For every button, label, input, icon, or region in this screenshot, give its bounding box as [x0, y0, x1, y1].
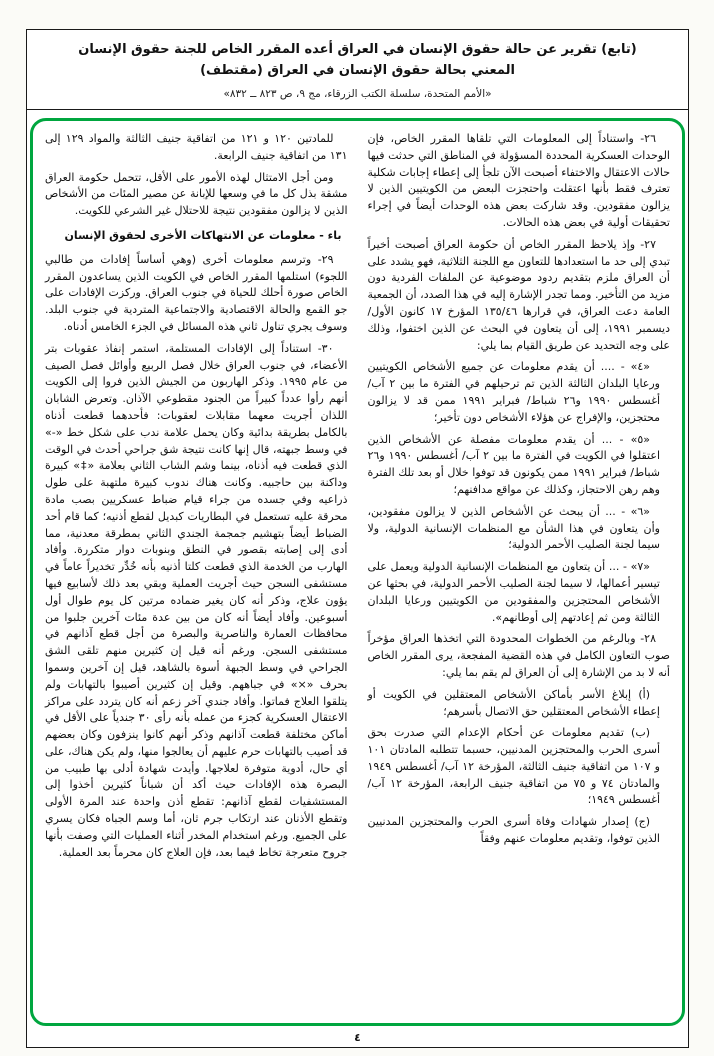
page-number: ٤ — [354, 1031, 361, 1044]
list-item-jim: (ج) إصدار شهادات وفاة أسرى الحرب والمحتجزين المدنيين الذين توفوا، وتقديم معلومات عنهم وفقاً — [367, 815, 660, 846]
quoted-item-6: «٦» - ... أن يبحث عن الأشخاص الذين لا يزالون مفقودين، وأن يتعاون في هذا الشأن مع المنظمات الإنسانية الدولية، ولا سيما لجنة الصليب الأحمر الدولية؛ — [367, 504, 660, 552]
paragraph-26: ٢٦- واستناداً إلى المعلومات التي تلقاها المقرر الخاص، فإن الوحدات العسكرية المحددة المسؤولة في المناطق التي حدثت فيها حالات الاعتقال والاختفاء أصبحت الآن تلجأ إلى إعطاء إجابات شكلية تعترف فقط بأنها اعتقلت واحتجزت البعض من الكويتيين الذين لا يزالون مفقودين. وقد شاركت بعض هذه الوحدات أيضاً في إجراء تحقيقات أولية في بعض هذه الحالات. — [367, 132, 670, 229]
page-frame — [26, 29, 689, 1048]
paragraph-compliance: ومن أجل الامتثال لهذه الأمور على الأقل، تتحمل حكومة العراق مشقة بذل كل ما في وسعها للإبانة عن مصير المئات من الأشخاص الذين لا يزالون مفقودين نتيجة للاحتلال غير الشرعي للكويت. — [45, 170, 348, 218]
paragraph-30: ٣٠- استناداً إلى الإفادات المستلمة، استمر إنفاذ عقوبات بتر الأعضاء، في جنوب العراق خلال فصل الربيع وأوائل فصل الصيف من عام ١٩٩٥. وذكر الهاربون من الجيش الذين فروا إلى الكويت أنهم رأوا عدداً كبيراً من الجنود مقطوعي الآذان. وتعرض الشابان اللذان أجريت معهما مقابلات لعقوبات: فأحدهما قطعت أذناه بالكامل بطريقة بدائية وكان يحمل علامة ندب على شكل خط «-» في وسط جبهته، قال إنها كانت نتيجة شق جراحي أحدث في الوقت الذي قطعت فيه أذناه، بينما وشم الشاب الثاني بعلامة «‡» كبيرة وداكنة بين حاجبيه. وكانت هناك ندوب كبيرة ملتهبة على طول ذراعيه وفي جسده من جراء قيام ضباط عسكريين بصب مادة محرقة عليه تستعمل في البطاريات كبديل لقطع أذنيه؛ كما قام أحد الضباط أيضاً بتهشيم جمجمة الجندي الثاني بمطرقة معدنية، مما أدى إلى إصابته بقصور في النطق وبنوبات دوار متكررة. وأفاد الهارب من الخدمة الذي قطعت كلتا أذنيه بأنه خُدِّر تخديراً عاماً في مستشفى السجن حيث أجريت العملية وبقي بعد ذلك لأسابيع فيها يؤون علاج، وذكر أنه كان يغير ضماده مرتين كل يوم طوال أول أسبوعين. وأفاد أيضاً أنه كان من بين عدة مئات آخرين جلبوا من محافظات العمارة والناصرية والبصرة من أجل قطع آذانهم في مستشفى السجن. ورغم أنه قيل إن كثيرين منهم تلقى الشق الجراحي في وسط الجبهة أسوة بالشاهد، قيل إن آخرين وسموا بحرف «×» في جباههم. وقيل إن كثيرين أصيبوا بالتهابات ولم يتلقوا العلاج فماتوا. وأفاد جندي آخر زعم أنه كان يتردد على مراكز الاعتقال العسكرية كجزء من عمله بأنه رأى ٣٠ جندياً على الأقل في أماكن مختلفة قطعت آذانهم وذكر أنهم كانوا ينزفون وكان بعضهم قد أصيب بالتهابات حرم عليهم أن يعالجوا منها، ولم يكن هناك، على أي حال، أدوية متوفرة لعلاجها. وأيدت شهادة أدلى بها طبيب من البصرة هذه الإفادات حيث أكد أن شباناً كثيرين أخذوا إلى المستشفيات لقطع آذانهم: تقطع أذن واحدة عند المرة الأولى وتقطع الأذنان عند ارتكاب جرم ثان، أما وسم الجباه فكان يسري على الجميع. ورغم استخدام المخدر أثناء العمليات التي وصفت بأنها جروح متعرجة تخاط فيما بعد، فإن العلاج كان محرماً بعد العملية. — [45, 341, 348, 859]
paragraph-27: ٢٧- وإذ يلاحظ المقرر الخاص أن حكومة العراق أصبحت أخيراً تبدي إلى حد ما استعدادها للتعاون مع اللجنة الثلاثية، فهو يشدد على أن العراق ملزم بتقديم ردود موضوعية عن الملفات الفردية دون مزيد من التأخير. ومما تجدر الإشارة إليه في هذا الصدد، أن الجمعية العامة دعت العراق، في قرارها ١٣٥/٤٦ المؤرخ ١٧ كانون الأول/ ديسمبر ١٩٩١، إلى أن يتعاون في البحث عن الذين اختفوا، وذلك على وجه التحديد عن طريق القيام بما يلي: — [367, 237, 670, 352]
two-column-text — [45, 131, 670, 1015]
column-left — [45, 131, 348, 1015]
column-right — [368, 131, 671, 1015]
paragraph-29: ٢٩- وترسم معلومات أخرى (وهي أساساً إفادات من طالبي اللجوء) استلمها المقرر الخاص في الكويت الذين يساعدون المقرر الخاص صورة أحلك للحياة في جنوب العراق. وركزت الإفادات على جو القمع والحالة الاقتصادية والاجتماعية المتردية في جنوب البلد. وسوف يجري تناول ثاني هذه المسائل في الجزء الخامس أدناه. — [45, 252, 348, 333]
paragraph-continuation: للمادتين ١٢٠ و ١٢١ من اتفاقية جنيف الثالثة والمواد ١٢٩ إلى ١٣١ من اتفاقية جنيف الرابعة. — [45, 132, 348, 162]
content-border — [30, 118, 685, 1026]
quoted-item-7: «٧» - ... أن يتعاون مع المنظمات الإنسانية الدولية ويعمل على تيسير أعمالها، لا سيما لجنة الصليب الأحمر الدولية، في بحثها عن الأشخاص المحتجزين والمفقودين من الكويتيين ورعايا البلدان الثالثة ومن ثم إعادتهم إلى أوطانهم». — [367, 560, 660, 624]
list-item-alef: (أ) إبلاغ الأسر بأماكن الأشخاص المعتقلين في الكويت أو إعطاء الأشخاص المعتقلين حق الاتصال بأسرهم؛ — [367, 687, 660, 718]
paragraph-28: ٢٨- وبالرغم من الخطوات المحدودة التي اتخذها العراق مؤخراً صوب التعاون الكامل في هذه القضية المفجعة، يرى المقرر الخاص أنه لا بد من الإشارة إلى أن العراق لم يقم بما يلي: — [367, 632, 670, 679]
document-source-citation: «الأمم المتحدة، سلسلة الكتب الزرقاء، مج ٩، ص ٨٢٣ ــ ٨٣٢» — [223, 88, 492, 100]
list-item-ba: (ب) تقديم معلومات عن أحكام الإعدام التي صدرت بحق أسرى الحرب والمحتجزين المدنيين، حسبما تتطلبه المادتان ١٠١ و ١٠٧ من اتفاقية جنيف الثالثة، المؤرخة ١٢ آب/ أغسطس ١٩٤٩ والمادتان ٧٤ و ٧٥ من اتفاقية جنيف الرابعة، المؤرخة ١٢ آب/ أغسطس ١٩٤٩؛ — [367, 726, 660, 807]
document-header — [27, 30, 688, 110]
document-title-line-2: المعني بحالة حقوق الإنسان في العراق (مقتطف) — [200, 63, 515, 78]
section-heading-ba: باء - معلومات عن الانتهاكات الأخرى لحقوق الإنسان — [64, 228, 342, 242]
document-title-line-1: (تابع) تقرير عن حالة حقوق الإنسان في العراق أعده المقرر الخاص للجنة حقوق الإنسان — [78, 42, 637, 57]
quoted-item-4: «٤» - .... أن يقدم معلومات عن جميع الأشخاص الكويتيين ورعايا البلدان الثالثة الذين تم ترحيلهم في الفترة ما بين ٢ آب/ أغسطس ١٩٩٠ و٢٦ شباط/ فبراير ١٩٩١ ممن قد لا يزالون محتجزين، والإفراج عن هؤلاء الأشخاص دون تأخير؛ — [367, 360, 661, 424]
quoted-item-5: «٥» - ... أن يقدم معلومات مفصلة عن الأشخاص الذين اعتقلوا في الكويت في الفترة ما بين ٢ آب/ أغسطس ١٩٩٠ و٢٦ شباط/ فبراير ١٩٩١ ممن يكونون قد توفوا خلال أو بعد تلك الفترة وهم رهن الاحتجاز، وكذلك عن مواقع مدافنهم؛ — [367, 432, 661, 496]
